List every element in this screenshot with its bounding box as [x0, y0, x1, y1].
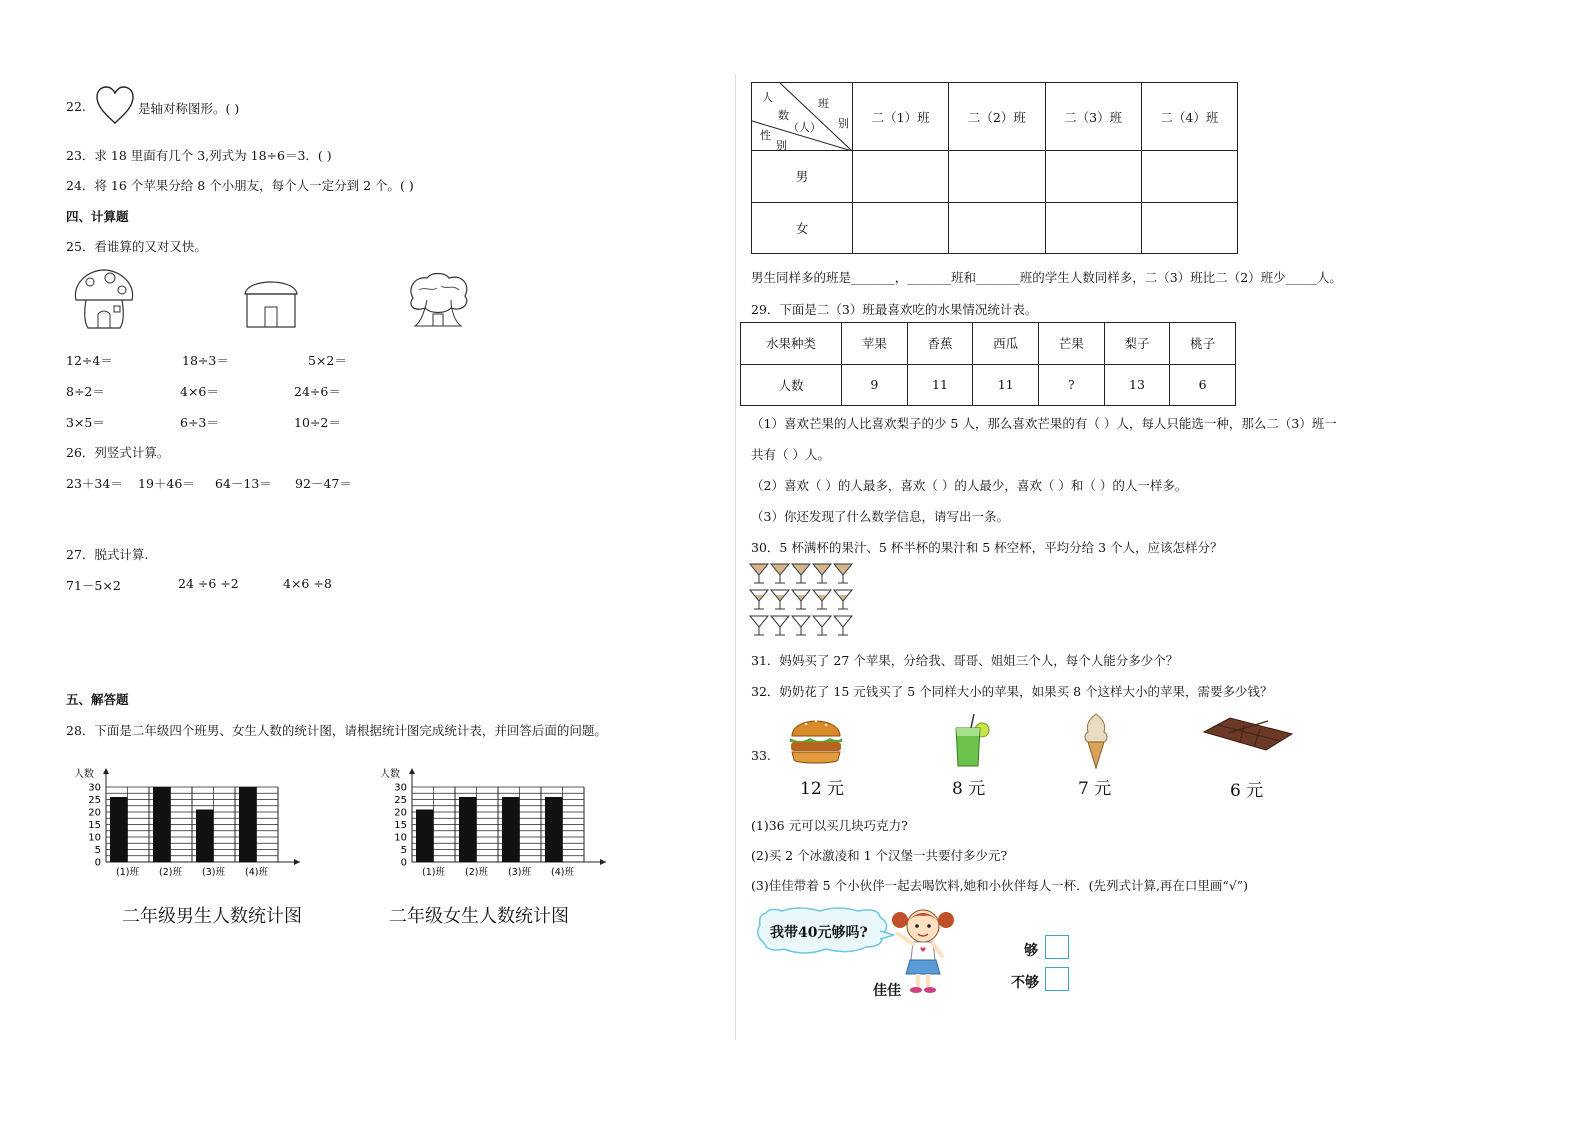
q29-text: 29．下面是二（3）班最喜欢吃的水果情况统计表。 — [751, 302, 1038, 317]
fruit-header: 西瓜 — [973, 323, 1039, 365]
q29-part3: （3）你还发现了什么数学信息，请写出一条。 — [751, 509, 1009, 524]
q33-number: 33. — [751, 748, 771, 763]
calc-item: 6÷3＝ — [180, 415, 219, 430]
y-tick-label: 15 — [394, 820, 407, 831]
fruit-header: 梨子 — [1104, 323, 1170, 365]
price-chocolate: 6 元 — [1230, 781, 1264, 801]
fruit-header: 水果种类 — [741, 323, 842, 365]
x-tick-label: (1)班 — [422, 867, 445, 878]
x-axis-arrow — [294, 859, 300, 865]
house-icon — [241, 272, 301, 330]
cup-bowl — [771, 616, 789, 627]
x-tick-label: (4)班 — [551, 867, 574, 878]
girls-bar-chart — [372, 762, 622, 892]
ice-cream-icon — [1080, 712, 1112, 770]
speech-bubble-text: 我带40元够吗? — [770, 925, 868, 941]
y-tick-label: 10 — [394, 832, 407, 844]
chocolate-icon — [1200, 712, 1296, 752]
bar — [110, 797, 128, 862]
y-tick-label: 0 — [400, 857, 407, 869]
heart-icon — [94, 84, 136, 126]
price-burger: 12 元 — [800, 779, 845, 799]
q24-text: 24．将 16 个苹果分给 8 个小朋友，每个人一定分到 2 个。( ) — [66, 178, 414, 193]
y-tick-label: 0 — [94, 857, 101, 869]
boys-chart-title: 二年级男生人数统计图 — [122, 906, 302, 927]
y-tick-label: 30 — [88, 782, 101, 794]
x-tick-label: (1)班 — [116, 867, 139, 878]
fill-blank-line: 男生同样多的班是_______，_______班和_______班的学生人数同样多，二（3）班比二（2）班少_____人。 — [751, 270, 1342, 285]
girls-chart-title: 二年级女生人数统计图 — [389, 906, 569, 927]
q29-part2: （2）喜欢（ ）的人最多，喜欢（ ）的人最少，喜欢（ ）和（ ）的人一样多。 — [751, 478, 1188, 493]
enough-checkbox[interactable] — [1045, 935, 1069, 959]
empty-cell[interactable] — [949, 151, 1045, 203]
calc-item: 18÷3＝ — [182, 353, 229, 368]
q23-text: 23．求 18 里面有几个 3,列式为 18÷6＝3．( ) — [66, 148, 332, 163]
q28-text: 28．下面是二年级四个班男、女生人数的统计图，请根据统计图完成统计表，并回答后面的问题。 — [66, 723, 607, 738]
corner-label: 班 — [818, 97, 829, 110]
q27-text: 27．脱式计算. — [66, 547, 149, 562]
section-5-heading: 五、解答题 — [66, 692, 129, 707]
calc-item: 3×5＝ — [66, 415, 105, 430]
empty-cell[interactable] — [853, 151, 949, 203]
y-tick-label: 25 — [394, 795, 407, 806]
q22-number: 22. — [66, 99, 86, 114]
fruit-cell: 6 — [1170, 364, 1236, 406]
corner-label: 性 — [760, 129, 771, 142]
row-label-female: 女 — [752, 202, 853, 254]
page-divider — [735, 75, 736, 1040]
stepwise-item: 24 ÷6 ÷2 — [178, 576, 239, 591]
row-label-male: 男 — [752, 151, 853, 203]
q33-part1: (1)36 元可以买几块巧克力? — [751, 818, 908, 833]
mushroom-house-icon — [70, 266, 138, 332]
empty-cell[interactable] — [853, 202, 949, 254]
tree-house-icon — [405, 270, 473, 330]
fruit-cell: 11 — [907, 364, 973, 406]
stepwise-item: 71－5×2 — [66, 578, 121, 593]
q30-text: 30．5 杯满杯的果汁、5 杯半杯的果汁和 5 杯空杯，平均分给 3 个人，应该怎样分？ — [751, 540, 1223, 555]
class-header: 二（4）班 — [1141, 83, 1237, 151]
price-drink: 8 元 — [952, 779, 986, 799]
x-axis-arrow — [600, 859, 606, 865]
calc-item: 10÷2＝ — [294, 415, 341, 430]
q31-text: 31．妈妈买了 27 个苹果，分给我、哥哥、姐姐三个人，每个人能分多少个？ — [751, 653, 1179, 668]
bar — [459, 797, 477, 862]
q33-part3: (3)佳佳带着 5 个小伙伴一起去喝饮料,她和小伙伴每人一杯．(先列式计算,再在口里画“√”) — [751, 878, 1249, 893]
q33-part2: (2)买 2 个冰激凌和 1 个汉堡一共要付多少元? — [751, 848, 1008, 863]
bar — [196, 810, 214, 863]
fruit-header: 桃子 — [1170, 323, 1236, 365]
fruit-header: 芒果 — [1038, 323, 1104, 365]
q29-part1b: 共有（ ）人。 — [751, 447, 830, 462]
y-tick-label: 20 — [88, 807, 101, 819]
x-tick-label: (3)班 — [202, 867, 225, 878]
y-tick-label: 10 — [88, 832, 101, 844]
y-tick-label: 5 — [94, 845, 101, 856]
corner-label: （人） — [788, 121, 821, 134]
y-axis-label: 人数 — [74, 769, 94, 780]
class-header: 二（2）班 — [949, 83, 1045, 151]
not-enough-checkbox[interactable] — [1045, 967, 1069, 991]
bar — [502, 797, 520, 862]
juice-fill — [835, 564, 851, 574]
hamburger-icon — [786, 712, 846, 768]
juice-fill — [793, 564, 809, 574]
class-header: 二（3）班 — [1045, 83, 1141, 151]
vertical-calc-item: 64－13＝ — [215, 476, 272, 491]
q22-text: 是轴对称图形。( ) — [138, 101, 240, 116]
fruit-header: 香蕉 — [907, 323, 973, 365]
empty-cell[interactable] — [1141, 151, 1237, 203]
bar — [416, 810, 434, 863]
fruit-cell: 人数 — [741, 364, 842, 406]
girl-name-label: 佳佳 — [873, 983, 901, 999]
y-tick-label: 25 — [88, 795, 101, 806]
bar — [239, 787, 257, 862]
table-corner-cell — [752, 83, 853, 151]
q32-text: 32．奶奶花了 15 元钱买了 5 个同样大小的苹果，如果买 8 个这样大小的苹果，需要多少钱？ — [751, 684, 1273, 699]
empty-cell[interactable] — [1045, 202, 1141, 254]
enough-label: 够 — [1024, 943, 1038, 959]
y-tick-label: 15 — [88, 820, 101, 831]
y-axis-label: 人数 — [380, 769, 400, 780]
boys-bar-chart — [66, 762, 316, 892]
corner-label: 别 — [776, 139, 787, 152]
x-tick-label: (4)班 — [245, 867, 268, 878]
calc-item: 5×2＝ — [308, 353, 347, 368]
class-header: 二（1）班 — [853, 83, 949, 151]
fruit-cell: 11 — [973, 364, 1039, 406]
y-tick-label: 20 — [394, 807, 407, 819]
juice-cups-illustration — [748, 562, 858, 642]
bar — [545, 797, 563, 862]
cup-bowl — [813, 616, 831, 627]
fruit-cell: 13 — [1104, 364, 1170, 406]
not-enough-label: 不够 — [1011, 975, 1039, 991]
calc-item: 4×6＝ — [180, 384, 219, 399]
empty-cell[interactable] — [1141, 202, 1237, 254]
juice-fill — [751, 564, 767, 574]
y-tick-label: 30 — [394, 782, 407, 794]
corner-label: 人 — [762, 91, 773, 104]
y-axis-arrow — [409, 768, 415, 774]
calc-item: 24÷6＝ — [294, 384, 341, 399]
bar — [153, 787, 171, 862]
stepwise-item: 4×6 ÷8 — [283, 576, 332, 591]
juice-fill — [772, 564, 788, 574]
x-tick-label: (2)班 — [465, 867, 488, 878]
fruit-table — [740, 322, 1236, 406]
x-tick-label: (3)班 — [508, 867, 531, 878]
fruit-cell: 9 — [842, 364, 908, 406]
fruit-header: 苹果 — [842, 323, 908, 365]
cup-bowl — [750, 616, 768, 627]
fruit-cell: ? — [1038, 364, 1104, 406]
q25-text: 25．看谁算的又对又快。 — [66, 239, 207, 254]
x-tick-label: (2)班 — [159, 867, 182, 878]
corner-label: 数 — [778, 109, 789, 122]
q29-part1a: （1）喜欢芒果的人比喜欢梨子的少 5 人，那么喜欢芒果的有（ ）人，每人只能选一种，那么二（3）班一 — [751, 416, 1337, 431]
cup-bowl — [792, 616, 810, 627]
y-axis-arrow — [103, 768, 109, 774]
calc-item: 8÷2＝ — [66, 384, 105, 399]
empty-cell[interactable] — [1045, 151, 1141, 203]
cup-bowl — [834, 616, 852, 627]
section-4-heading: 四、计算题 — [66, 209, 129, 224]
vertical-calc-item: 19＋46＝ — [138, 476, 195, 491]
class-gender-table — [751, 82, 1238, 254]
juice-fill — [814, 564, 830, 574]
y-tick-label: 5 — [400, 845, 407, 856]
vertical-calc-item: 92－47＝ — [295, 476, 352, 491]
vertical-calc-item: 23＋34＝ — [66, 476, 123, 491]
calc-item: 12÷4＝ — [66, 353, 113, 368]
empty-cell[interactable] — [949, 202, 1045, 254]
green-drink-icon — [948, 712, 992, 770]
price-ice-cream: 7 元 — [1078, 779, 1112, 799]
corner-label: 别 — [838, 117, 849, 130]
q26-text: 26．列竖式计算。 — [66, 445, 170, 460]
